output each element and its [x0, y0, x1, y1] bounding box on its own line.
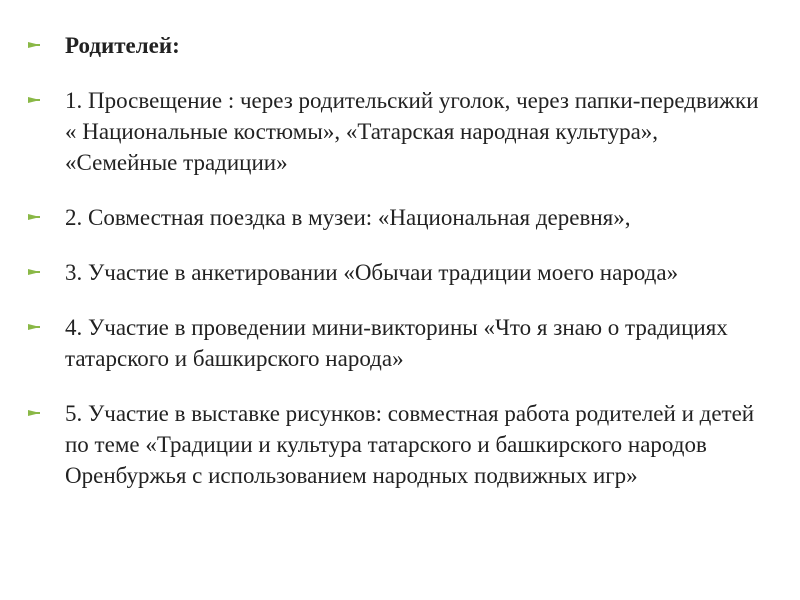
bullet-text-5: 5. Участие в выставке рисунков: совместная работа родителей и детей по теме «Традиции и культура татарского и башкирского народов Оренбуржья с использованием народных подвижных игр»: [65, 401, 755, 488]
bullet-text-4: 4. Участие в проведении мини-викторины «Что я знаю о традициях татарского и башкирского народа»: [65, 315, 728, 371]
bullet-heading-text: Родителей:: [65, 33, 180, 58]
bullet-text-2: 2. Совместная поездка в музеи: «Национальная деревня»,: [65, 205, 631, 230]
bullet-item-4: [28, 312, 768, 374]
arrow-bullet-icon: [28, 97, 40, 103]
bullet-item-1: [28, 85, 768, 178]
arrow-bullet-icon: [28, 269, 40, 275]
arrow-bullet-icon: [28, 214, 40, 220]
bullet-item-2: [28, 202, 768, 233]
arrow-bullet-icon: [28, 324, 40, 330]
bullet-item-3: [28, 257, 768, 288]
arrow-bullet-icon: [28, 42, 40, 48]
arrow-bullet-icon: [28, 410, 40, 416]
bullet-text-3: 3. Участие в анкетировании «Обычаи традиции моего народа»: [65, 260, 679, 285]
bullet-text-1: 1. Просвещение : через родительский уголок, через папки-передвижки « Национальные костюмы», «Татарская народная культура», «Семейные традиции»: [65, 88, 759, 175]
bullet-list: [28, 30, 768, 515]
bullet-item-5: [28, 398, 768, 491]
bullet-item-heading: [28, 30, 768, 61]
